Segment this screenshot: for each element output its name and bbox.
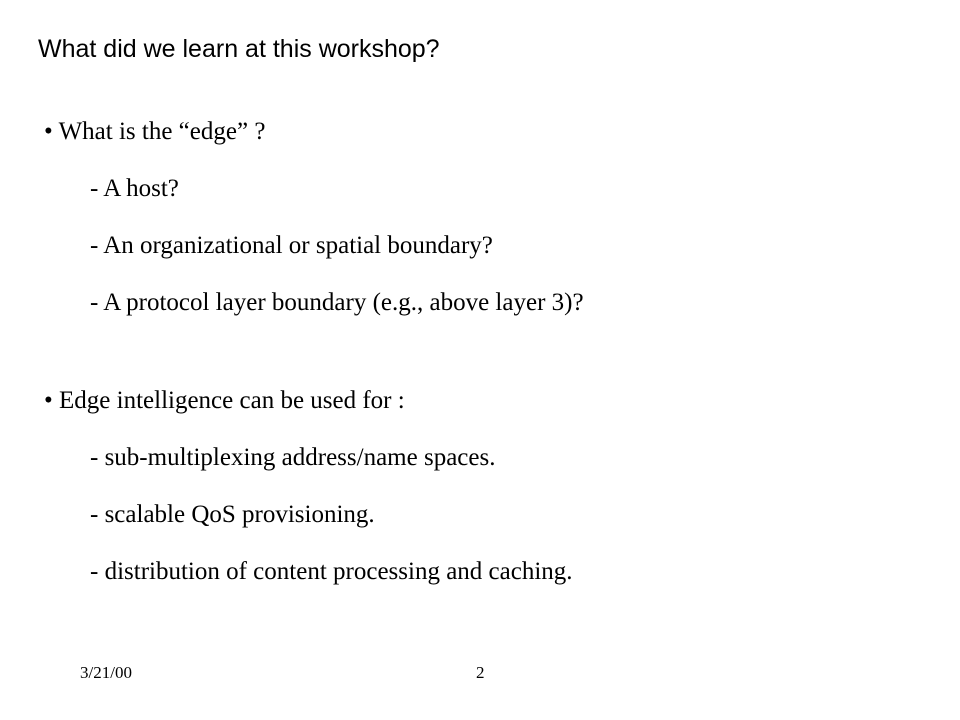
bullet-icon: •: [44, 387, 53, 414]
sub-item: - scalable QoS provisioning.: [90, 501, 375, 528]
section-heading: [44, 384, 405, 418]
bullet-icon: •: [44, 118, 53, 145]
sub-item: - A host?: [90, 175, 179, 202]
sub-item: - sub-multiplexing address/name spaces.: [90, 444, 496, 471]
sub-item: - distribution of content processing and caching.: [90, 558, 573, 585]
section-heading-text: What is the “edge” ?: [58, 118, 266, 145]
footer-page-number: 2: [476, 663, 485, 682]
slide-title: What did we learn at this workshop?: [38, 35, 440, 63]
sub-item: - A protocol layer boundary (e.g., above layer 3)?: [90, 289, 584, 316]
section-heading: [44, 115, 265, 149]
section-heading-text: Edge intelligence can be used for :: [59, 387, 405, 414]
footer-date: 3/21/00: [80, 663, 132, 682]
sub-item: - An organizational or spatial boundary?: [90, 232, 493, 259]
